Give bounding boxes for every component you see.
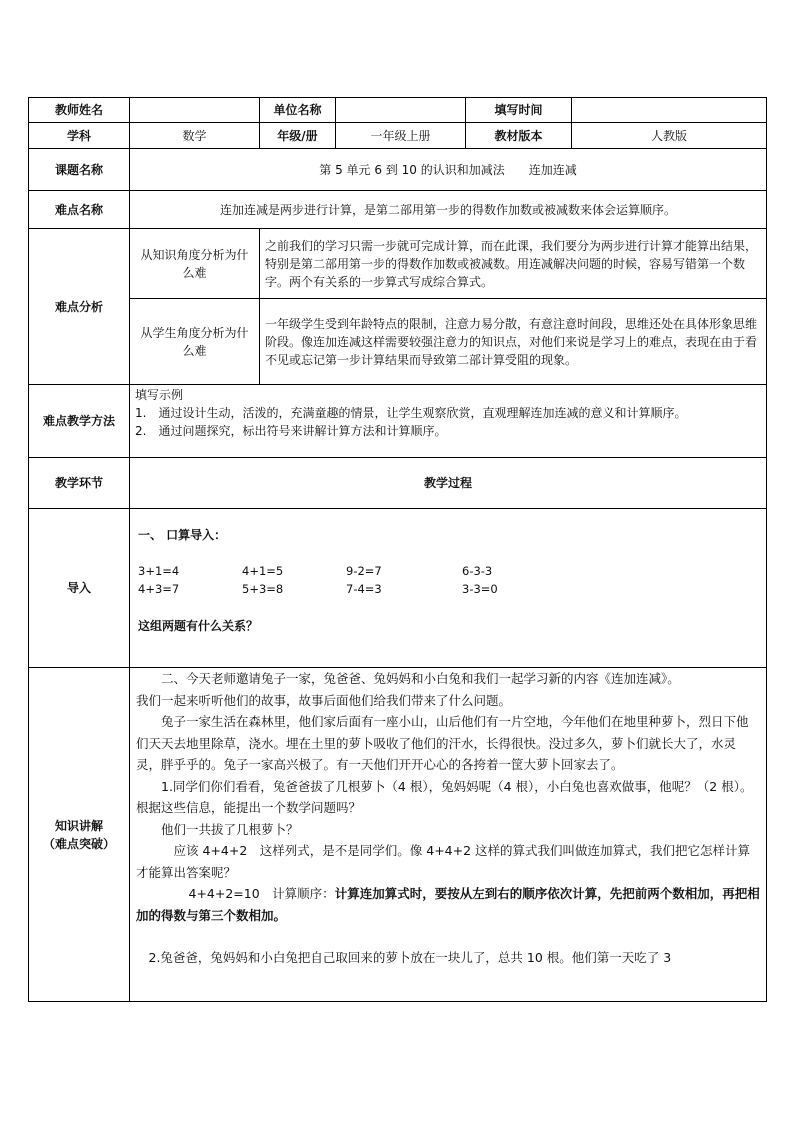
analysis-row-knowledge (29, 229, 767, 299)
lecture-paragraph: 应该 4+4+2 这样列式，是不是同学们。像 4+4+2 这样的算式我们叫做连加算式，我们把它怎样计算才能算出答案呢？ (136, 843, 751, 880)
student-angle-label: 从学生角度分析为什么难 (130, 299, 260, 385)
example-note: 填写示例 (135, 388, 184, 402)
equation-row (138, 580, 758, 598)
teaching-method-content (130, 385, 767, 458)
difficulty-analysis-label: 难点分析 (29, 229, 130, 385)
subject-label: 学科 (29, 123, 130, 149)
grade-value: 一年级上册 (336, 123, 466, 149)
equation-row (138, 562, 758, 580)
lecture-content (130, 668, 767, 1002)
lecture-label-line: （难点突破） (42, 836, 115, 851)
method-item: 2. 通过问题探究，标出符号来讲解计算方法和计算顺序。 (135, 424, 447, 438)
difficulty-name-label: 难点名称 (29, 191, 130, 229)
teacher-name-label: 教师姓名 (29, 98, 130, 123)
lecture-label-line: 知识讲解 (54, 818, 103, 833)
equation: 4+1=5 (242, 564, 284, 578)
equation: 9-2=7 (346, 564, 382, 578)
subject-value: 数学 (130, 123, 260, 149)
equation: 6-3-3 (462, 564, 493, 578)
intro-row (29, 509, 767, 668)
equation: 5+3=8 (242, 582, 284, 596)
difficulty-name-value: 连加连减是两步进行计算，是第二部用第一步的得数作加数或被减数来体会运算顺序。 (130, 191, 767, 229)
unit-name-value (336, 98, 466, 123)
lecture-paragraph: 二、今天老师邀请兔子一家，兔爸爸、兔妈妈和小白兔和我们一起学习新的内容《连加连减》。 (161, 671, 680, 686)
intro-stage-label: 导入 (29, 509, 130, 668)
analysis-row-student (29, 299, 767, 385)
info-row (29, 123, 767, 149)
lecture-paragraph: 1.同学们你们看看，兔爸爸拔了几根萝卜（4 根），兔妈妈呢（4 根），小白兔也喜欢做事，他呢？（2 根）。根据这些信息，能提出一个数学问题吗？ (136, 778, 753, 815)
equation: 3-3=0 (462, 582, 498, 596)
lesson-title-value: 第 5 单元 6 到 10 的认识和加减法 连加连减 (130, 149, 767, 191)
difficulty-row (29, 191, 767, 229)
knowledge-angle-label: 从知识角度分析为什么难 (130, 229, 260, 299)
fill-date-label: 填写时间 (466, 98, 572, 123)
lecture-paragraph: 他们一共拔了几根萝卜？ (161, 821, 299, 837)
grade-label: 年级/册 (260, 123, 336, 149)
edition-value: 人教版 (572, 123, 767, 149)
calc-order-rule: 计算连加算式时，要按从左到右的顺序依次计算，先把前两个数相加，再把相加的得数与第三个数相加。 (136, 886, 760, 923)
intro-heading: 一、 口算导入： (138, 528, 227, 542)
header-row (29, 98, 767, 123)
lecture-paragraph (136, 883, 760, 926)
equation: 3+1=4 (138, 564, 180, 578)
process-header-row (29, 458, 767, 509)
lesson-row (29, 149, 767, 191)
teacher-name-value (130, 98, 260, 123)
edition-label: 教材版本 (466, 123, 572, 149)
intro-content (130, 509, 767, 668)
knowledge-angle-value: 之前我们的学习只需一步就可完成计算，而在此课，我们要分为两步进行计算才能算出结果，特别是第二部用第一步的得数作加数或被减数。用连减解决问题的时候，容易写错第一个数字。两个有关系的一步算式写成综合算式。 (260, 229, 767, 299)
teaching-method-label: 难点教学方法 (29, 385, 130, 458)
calc-order-lead: 4+4+2=10 计算顺序： (188, 886, 335, 901)
unit-name-label: 单位名称 (260, 98, 336, 123)
equation: 7-4=3 (346, 582, 382, 596)
lecture-row (29, 668, 767, 1002)
method-row (29, 385, 767, 458)
lecture-stage-label (29, 668, 130, 1002)
student-angle-value: 一年级学生受到年龄特点的限制，注意力易分散，有意注意时间段，思维还处在具体形象思维阶段。像连加连减这样需要较强注意力的知识点，对他们来说是学习上的难点，表现在由于看不见或忘记第一步计算结果而导致第二部计算受阻的现象。 (260, 299, 767, 385)
method-item: 1. 通过设计生动，活泼的，充满童趣的情景，让学生观察欣赏，直观理解连加连减的意义和计算顺序。 (135, 406, 687, 420)
lecture-paragraph: 我们一起来听听他们的故事，故事后面他们给我们带来了什么问题。 (136, 692, 512, 708)
lecture-paragraph: 2.兔爸爸，兔妈妈和小白兔把自己取回来的萝卜放在一块儿了，总共 10 根。他们第一天吃了 3 (148, 950, 672, 965)
lesson-title-label: 课题名称 (29, 149, 130, 191)
fill-date-value (572, 98, 767, 123)
teaching-process-label: 教学过程 (130, 458, 767, 509)
lecture-paragraph: 兔子一家生活在森林里，他们家后面有一座小山，山后他们有一片空地，今年他们在地里种萝卜，烈日下他们天天去地里除草，浇水。埋在土里的萝卜吸收了他们的汗水，长得很快。没过多久，萝卜们就长大了，水灵灵，胖乎乎的。兔子一家高兴极了。有一天他们开开心心的各挎着一筐大萝卜回家去了。 (136, 714, 749, 772)
teaching-stage-label: 教学环节 (29, 458, 130, 509)
intro-question: 这组两题有什么关系？ (138, 619, 259, 633)
equation: 4+3=7 (138, 582, 180, 596)
lesson-plan-table (28, 97, 767, 1002)
